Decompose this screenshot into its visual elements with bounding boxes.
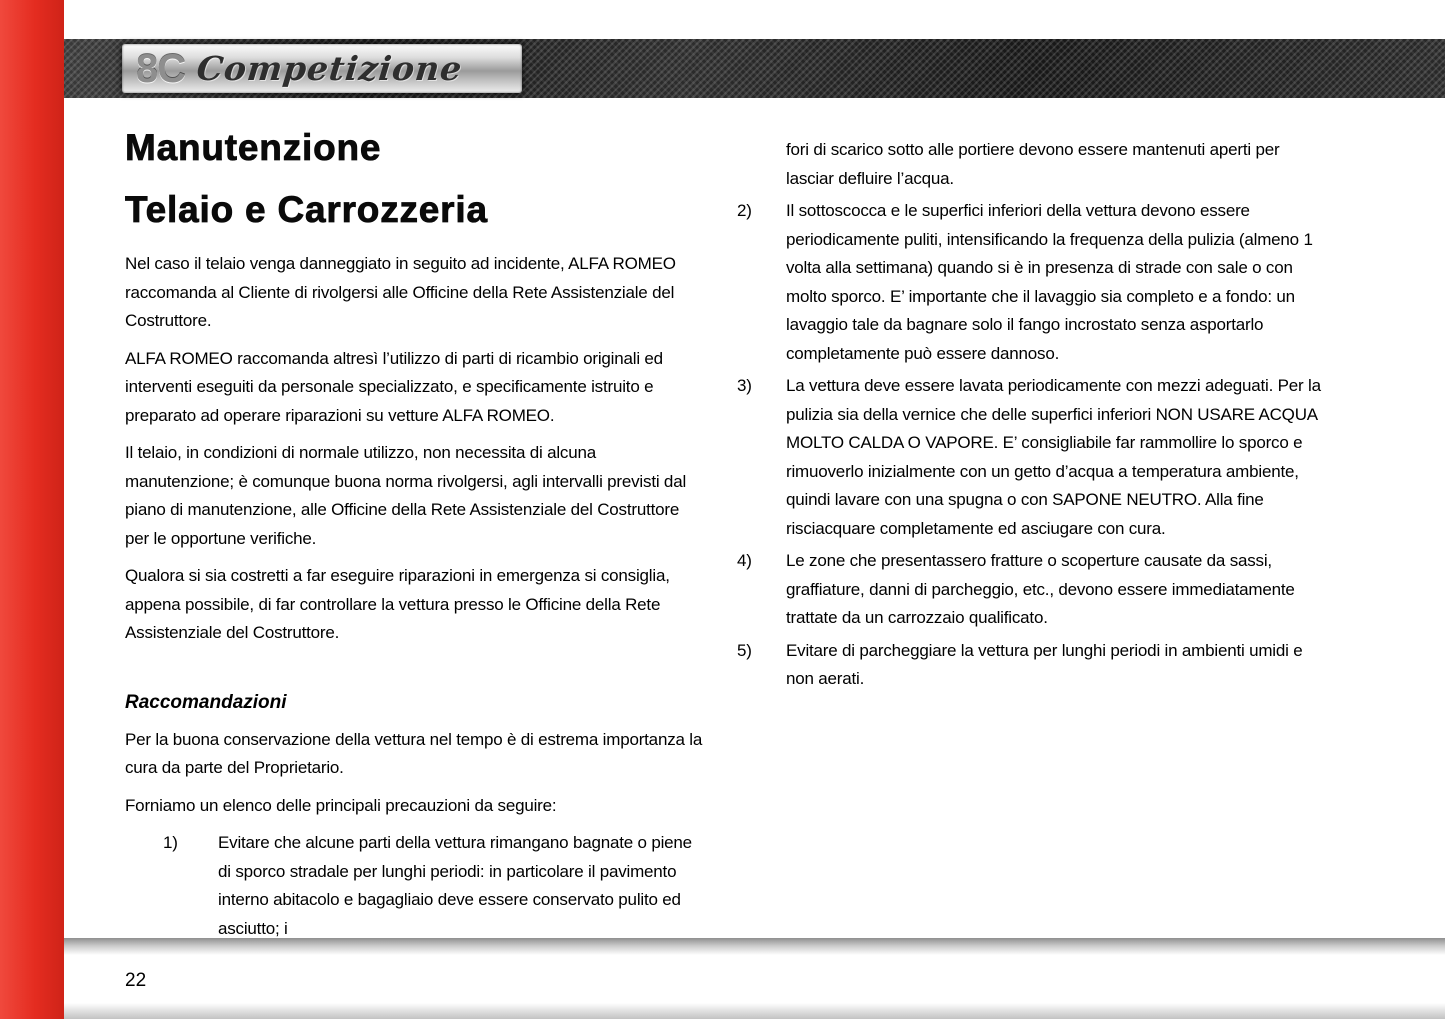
list-item-text: La vettura deve essere lavata periodicamente con mezzi adeguati. Per la pulizia sia della vernice che delle superfici inferiori NON USARE ACQUA MOLTO CALDA O VAPORE. E’ consigliabile far rammollire lo sporco e rimuoverlo inizialmente con un getto d’acqua a temperatura ambiente, quindi lavare con una spugna o con SAPONE NEUTRO. Alla fine risciacquare completamente ed asciugare con cura.: [786, 376, 1321, 538]
footer-bottom-fade: [64, 1003, 1445, 1019]
list-item-text: Evitare di parcheggiare la vettura per lunghi periodi in ambienti umidi e non aerati.: [786, 640, 1303, 688]
page-title-line2: Telaio e Carrozzeria: [125, 189, 488, 230]
paragraph: Il telaio, in condizioni di normale utilizzo, non necessita di alcuna manutenzione; è comunque buona norma rivolgersi, agli intervalli previsti dal piano di manutenzione, alle Officine della Rete Assistenziale del Costruttore per le opportune verifiche.: [125, 443, 687, 548]
carbon-header-band: [64, 39, 1445, 98]
list-item: [737, 372, 1329, 543]
list-item-number: 1): [163, 833, 178, 852]
page-number: 22: [125, 970, 147, 991]
logo-competizione-text: Competizione: [195, 49, 465, 88]
list-item-number: 3): [737, 376, 752, 395]
logo-8c-text: 8C: [136, 46, 186, 91]
footer-rule: [64, 938, 1445, 955]
list-item-number: 5): [737, 640, 752, 660]
list-item: [737, 547, 1329, 633]
list-item-text: Le zone che presentassero fratture o scoperture causate da sassi, graffiature, danni di parcheggio, etc., devono essere immediatamente trattate da un carrozzaio qualificato.: [786, 551, 1295, 627]
logo-plate: [122, 44, 522, 93]
section-subheading: Raccomandazioni: [125, 691, 287, 713]
list-item-continuation: fori di scarico sotto alle portiere devono essere mantenuti aperti per lasciar defluire l’acqua.: [786, 140, 1280, 188]
left-column: [125, 128, 703, 947]
list-item: [125, 829, 703, 943]
list-item-number: 4): [737, 551, 752, 570]
paragraph: ALFA ROMEO raccomanda altresì l’utilizzo di parti di ricambio originali ed interventi eseguiti da personale specializzato, e specificamente istruito e preparato ad operare riparazioni su vetture ALFA ROMEO.: [125, 348, 663, 425]
list-item: [737, 197, 1329, 368]
paragraph: Per la buona conservazione della vettura nel tempo è di estrema importanza la cura da parte del Proprietario.: [125, 729, 703, 777]
list-item-number: 2): [737, 201, 752, 220]
list-item: [737, 637, 1329, 694]
paragraph: Qualora si sia costretti a far eseguire riparazioni in emergenza si consiglia, appena possibile, di far controllare la vettura presso le Officine della Rete Assistenziale del Costruttore.: [125, 566, 670, 642]
paragraph: Forniamo un elenco delle principali precauzioni da seguire:: [125, 795, 557, 815]
red-accent-stripe: [0, 0, 64, 1019]
list-item-text: Il sottoscocca e le superfici inferiori della vettura devono essere periodicamente puliti, intensificando la frequenza della pulizia (almeno 1 volta alla settimana) quando si è in presenza di strade con sale o con molto sporco. E’ importante che il lavaggio sia completo e a fondo: un lavaggio tale da bagnare solo il fango incrostato senza asportarlo completamente può essere dannoso.: [786, 201, 1313, 363]
paragraph: Nel caso il telaio venga danneggiato in seguito ad incidente, ALFA ROMEO raccomanda al Cliente di rivolgersi alle Officine della Rete Assistenziale del Costruttore.: [125, 254, 676, 330]
right-column: [737, 136, 1329, 698]
list-item-text: Evitare che alcune parti della vettura rimangano bagnate o piene di sporco stradale per lunghi periodi: in particolare il pavimento interno abitacolo e bagagliaio deve essere conservato pulito ed asciutto; i: [218, 833, 692, 938]
page-title-line1: Manutenzione: [125, 127, 382, 168]
